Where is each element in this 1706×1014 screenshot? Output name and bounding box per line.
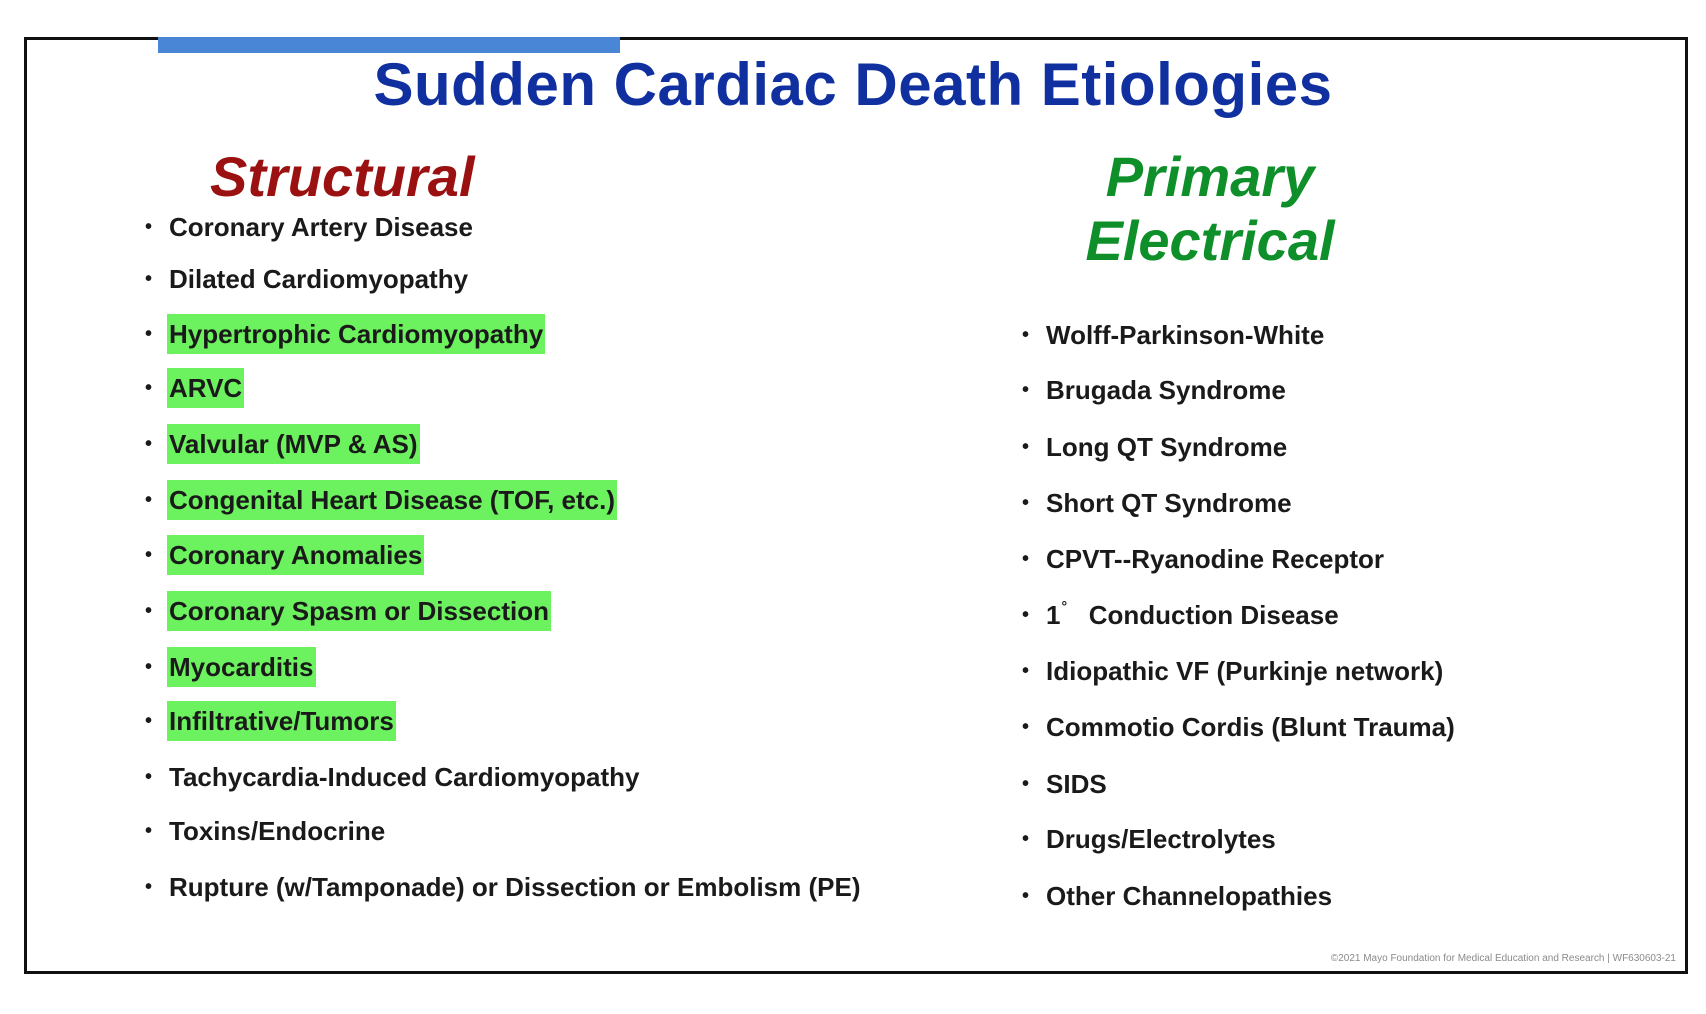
bullet-icon: • — [145, 216, 153, 238]
list-item-text: CPVT--Ryanodine Receptor — [1046, 544, 1385, 574]
bullet-icon: • — [1022, 324, 1030, 346]
list-item-text: Coronary Anomalies — [167, 535, 424, 575]
list-item — [145, 535, 424, 575]
list-item-text: Commotio Cordis (Blunt Trauma) — [1046, 712, 1455, 742]
bullet-icon: • — [1022, 604, 1030, 626]
bullet-icon: • — [145, 710, 153, 732]
list-item-text: Coronary Spasm or Dissection — [167, 591, 551, 631]
list-item — [1022, 876, 1334, 916]
bullet-icon: • — [1022, 660, 1030, 682]
list-item-text: Coronary Artery Disease — [169, 212, 473, 242]
list-item — [1022, 707, 1457, 747]
degree-rest: Conduction Disease — [1088, 600, 1339, 630]
list-item-text: Valvular (MVP & AS) — [167, 424, 420, 464]
list-item — [1022, 370, 1288, 410]
list-item — [145, 811, 387, 851]
list-item — [1022, 651, 1445, 691]
list-item — [145, 647, 316, 687]
list-item-text: Rupture (w/Tamponade) or Dissection or Embolism (PE) — [169, 872, 861, 902]
list-item — [145, 424, 420, 464]
list-item-text: Brugada Syndrome — [1046, 375, 1286, 405]
list-item-text: Toxins/Endocrine — [169, 816, 386, 846]
bullet-icon: • — [1022, 379, 1030, 401]
bullet-icon: • — [145, 377, 153, 399]
bullet-icon: • — [145, 656, 153, 678]
list-item-text: Long QT Syndrome — [1046, 432, 1288, 462]
list-item — [145, 207, 475, 247]
list-item-text: Idiopathic VF (Purkinje network) — [1046, 656, 1444, 686]
list-item-text: Myocarditis — [167, 647, 316, 687]
bullet-icon: • — [145, 544, 153, 566]
list-item-text: Drugs/Electrolytes — [1046, 824, 1276, 854]
bullet-icon: • — [1022, 885, 1030, 907]
degree-symbol: ° — [1061, 598, 1068, 614]
list-item — [1022, 427, 1289, 467]
bullet-icon: • — [1022, 716, 1030, 738]
bullet-icon: • — [1022, 492, 1030, 514]
list-item-text: Dilated Cardiomyopathy — [169, 264, 469, 294]
bullet-icon: • — [145, 766, 153, 788]
list-item-text — [1044, 595, 1341, 635]
list-item — [1022, 483, 1294, 523]
bullet-icon: • — [145, 489, 153, 511]
bullet-icon: • — [145, 600, 153, 622]
bullet-icon: • — [145, 268, 153, 290]
bullet-icon: • — [145, 433, 153, 455]
bullet-icon: • — [145, 323, 153, 345]
list-item — [1022, 819, 1278, 859]
list-item — [145, 314, 545, 354]
copyright-footer: ©2021 Mayo Foundation for Medical Education and Research | WF630603-21 — [1330, 953, 1676, 964]
list-item — [1022, 539, 1386, 579]
list-item-text: SIDS — [1046, 769, 1107, 799]
list-item — [145, 368, 244, 408]
degree-number: 1 — [1046, 600, 1061, 630]
list-item — [145, 591, 551, 631]
list-item-text: Infiltrative/Tumors — [167, 701, 396, 741]
primary-heading-line1: Primary — [1105, 145, 1315, 208]
bullet-icon: • — [1022, 548, 1030, 570]
list-item-text: Hypertrophic Cardiomyopathy — [167, 314, 545, 354]
list-item-text: Congenital Heart Disease (TOF, etc.) — [167, 480, 617, 520]
primary-electrical-heading — [1080, 145, 1340, 273]
list-item — [145, 867, 862, 907]
structural-heading: Structural — [210, 145, 475, 208]
bullet-icon: • — [1022, 773, 1030, 795]
list-item — [1022, 764, 1109, 804]
list-item-text: Wolff-Parkinson-White — [1046, 320, 1325, 350]
list-item — [145, 701, 396, 741]
list-item — [145, 259, 470, 299]
list-item — [1022, 315, 1326, 355]
slide-title: Sudden Cardiac Death Etiologies — [373, 51, 1333, 118]
list-item-text: Other Channelopathies — [1046, 881, 1333, 911]
list-item — [1022, 595, 1341, 635]
list-item-text: ARVC — [167, 368, 244, 408]
primary-heading-line2: Electrical — [1085, 209, 1335, 272]
bullet-icon: • — [1022, 828, 1030, 850]
list-item-text: Tachycardia-Induced Cardiomyopathy — [169, 762, 640, 792]
list-item-text: Short QT Syndrome — [1046, 488, 1292, 518]
bullet-icon: • — [1022, 436, 1030, 458]
bullet-icon: • — [145, 820, 153, 842]
list-item — [145, 480, 617, 520]
bullet-icon: • — [145, 876, 153, 898]
list-item — [145, 757, 642, 797]
